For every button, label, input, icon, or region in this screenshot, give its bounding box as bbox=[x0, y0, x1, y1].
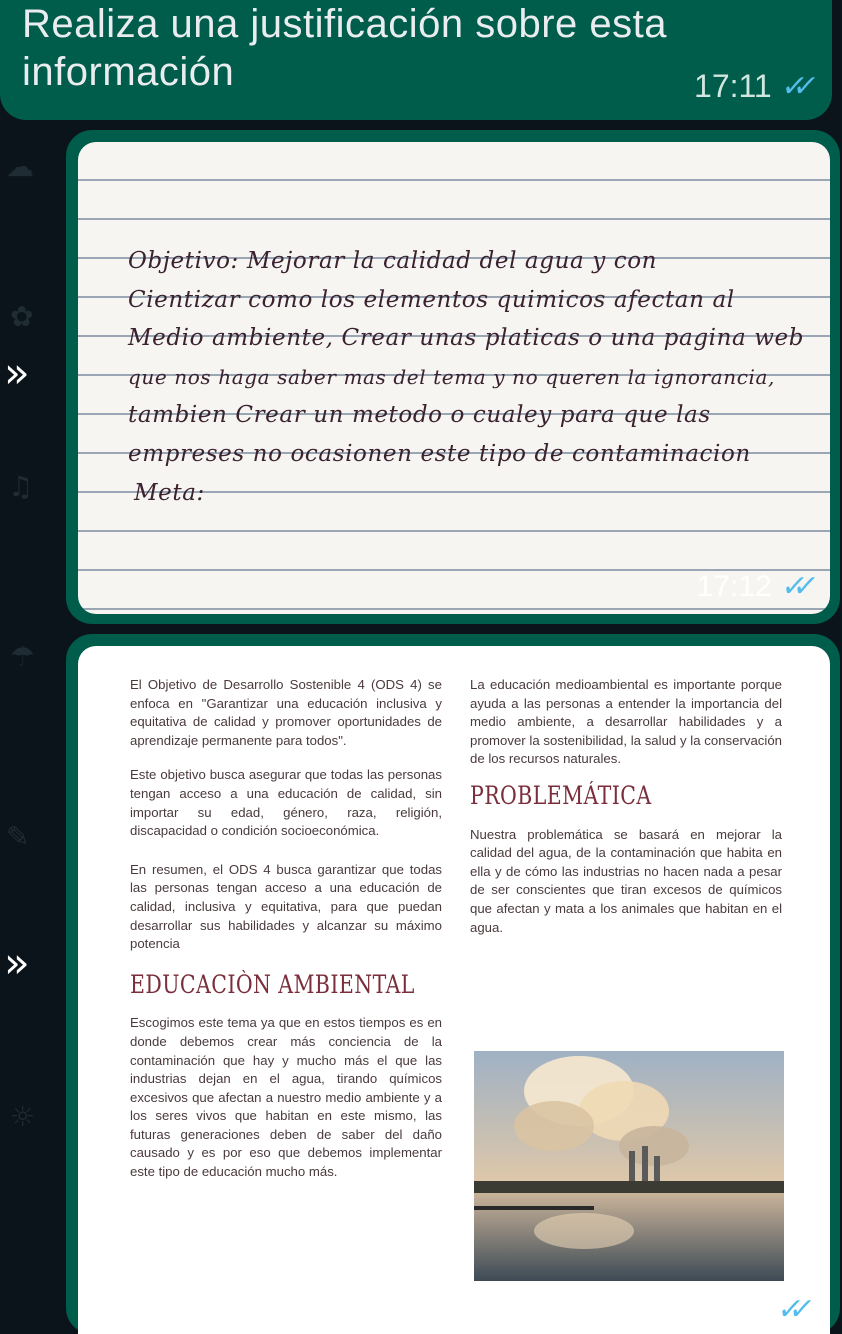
handwriting-line: tambien Crear un metodo o cualey para que las bbox=[128, 402, 711, 429]
double-check-icon: ✓✓ bbox=[778, 570, 807, 603]
wallpaper-doodle: ☼ bbox=[10, 1100, 36, 1133]
message-time: 17:12 bbox=[696, 569, 772, 603]
paragraph: Escogimos este tema ya que en estos tiempos es en donde debemos crear más conciencia de la contaminación que hay y mucho más el que las industrias dejan en el agua, tirando químicos excesivos que afectan a nuestro medio ambiente y a los seres vivos que habitan en este mismo, las futuras generaciones deben de saber del daño causado y es por eso que debemos implementar este tipo de educación mucho más. bbox=[130, 1015, 442, 1180]
handwriting-line: Medio ambiente, Crear unas platicas o una pagina web bbox=[128, 325, 805, 352]
handwriting-line: Objetivo: Mejorar la calidad del agua y con bbox=[128, 248, 658, 274]
wallpaper-doodle: ☁ bbox=[6, 150, 34, 183]
notebook-photo[interactable] bbox=[78, 142, 830, 614]
paragraph: La educación medioambiental es importante porque ayuda a las personas a entender la importancia del medio ambiente, a desarrollar habilidades y a promover la sostenibilidad, la salud y la conservación de los recursos naturales. bbox=[470, 677, 782, 767]
message-meta bbox=[692, 1293, 804, 1327]
section-heading: EDUCACIÒN AMBIENTAL bbox=[130, 969, 415, 999]
document-left-column bbox=[130, 676, 442, 1198]
document-right-column bbox=[470, 676, 782, 953]
message-meta bbox=[696, 569, 807, 604]
paragraph: Este objetivo busca asegurar que todas las personas tengan acceso a una educación de calidad, sin importar su edad, género, raza, religión, discapacidad o condición socioeconómica. bbox=[130, 767, 442, 839]
image-message-bubble[interactable] bbox=[66, 634, 840, 1334]
forward-icon[interactable]: » bbox=[4, 348, 30, 397]
handwriting-line: empreses no ocasionen este tipo de contaminacion bbox=[128, 440, 751, 467]
image-message-bubble[interactable] bbox=[66, 130, 840, 624]
handwriting-line: que nos haga saber mas del tema y no queren la ignorancia, bbox=[128, 364, 776, 389]
factory-pollution-photo bbox=[474, 1051, 784, 1281]
message-time: 17:12 bbox=[692, 1293, 768, 1327]
forward-icon[interactable]: » bbox=[4, 938, 30, 987]
section-heading: PROBLEMÁTICA bbox=[470, 780, 652, 810]
factory-smoke-illustration bbox=[474, 1051, 784, 1281]
text-message-bubble[interactable] bbox=[0, 0, 832, 120]
wallpaper-doodle: ☂ bbox=[10, 640, 36, 673]
wallpaper-doodle: ✎ bbox=[6, 820, 30, 853]
message-text: Realiza una justificación sobre esta información bbox=[22, 2, 668, 94]
message-time: 17:11 bbox=[694, 68, 772, 104]
handwritten-meta: Meta: bbox=[134, 480, 205, 506]
paragraph: Nuestra problemática se basará en mejorar la calidad del agua, de la contaminación que habita en ella y de cómo las industrias no hacen nada a pesar de ser conscientes que tiran excesos de químicos que afectan y mata a los animales que habitan en el agua. bbox=[470, 826, 782, 935]
message-meta bbox=[694, 68, 807, 105]
wallpaper-doodle: ✿ bbox=[10, 300, 34, 333]
document-photo[interactable] bbox=[78, 646, 830, 1334]
wallpaper-doodle: ♫ bbox=[8, 470, 34, 503]
paragraph: El Objetivo de Desarrollo Sostenible 4 (ODS 4) se enfoca en "Garantizar una educación inclusiva y equitativa de calidad y promover oportunidades de aprendizaje permanente para todos". bbox=[130, 677, 442, 748]
paragraph: En resumen, el ODS 4 busca garantizar que todas las personas tengan acceso a una educación de calidad, inclusiva y equitativa, para que puedan desarrollar sus habilidades y alcanzar su máximo potencia bbox=[130, 861, 442, 952]
double-check-icon: ✓✓ bbox=[774, 1293, 804, 1327]
double-check-icon: ✓✓ bbox=[778, 70, 807, 103]
handwriting-line: Cientizar como los elementos quimicos afectan al bbox=[128, 286, 735, 313]
handwritten-objective bbox=[128, 242, 828, 474]
